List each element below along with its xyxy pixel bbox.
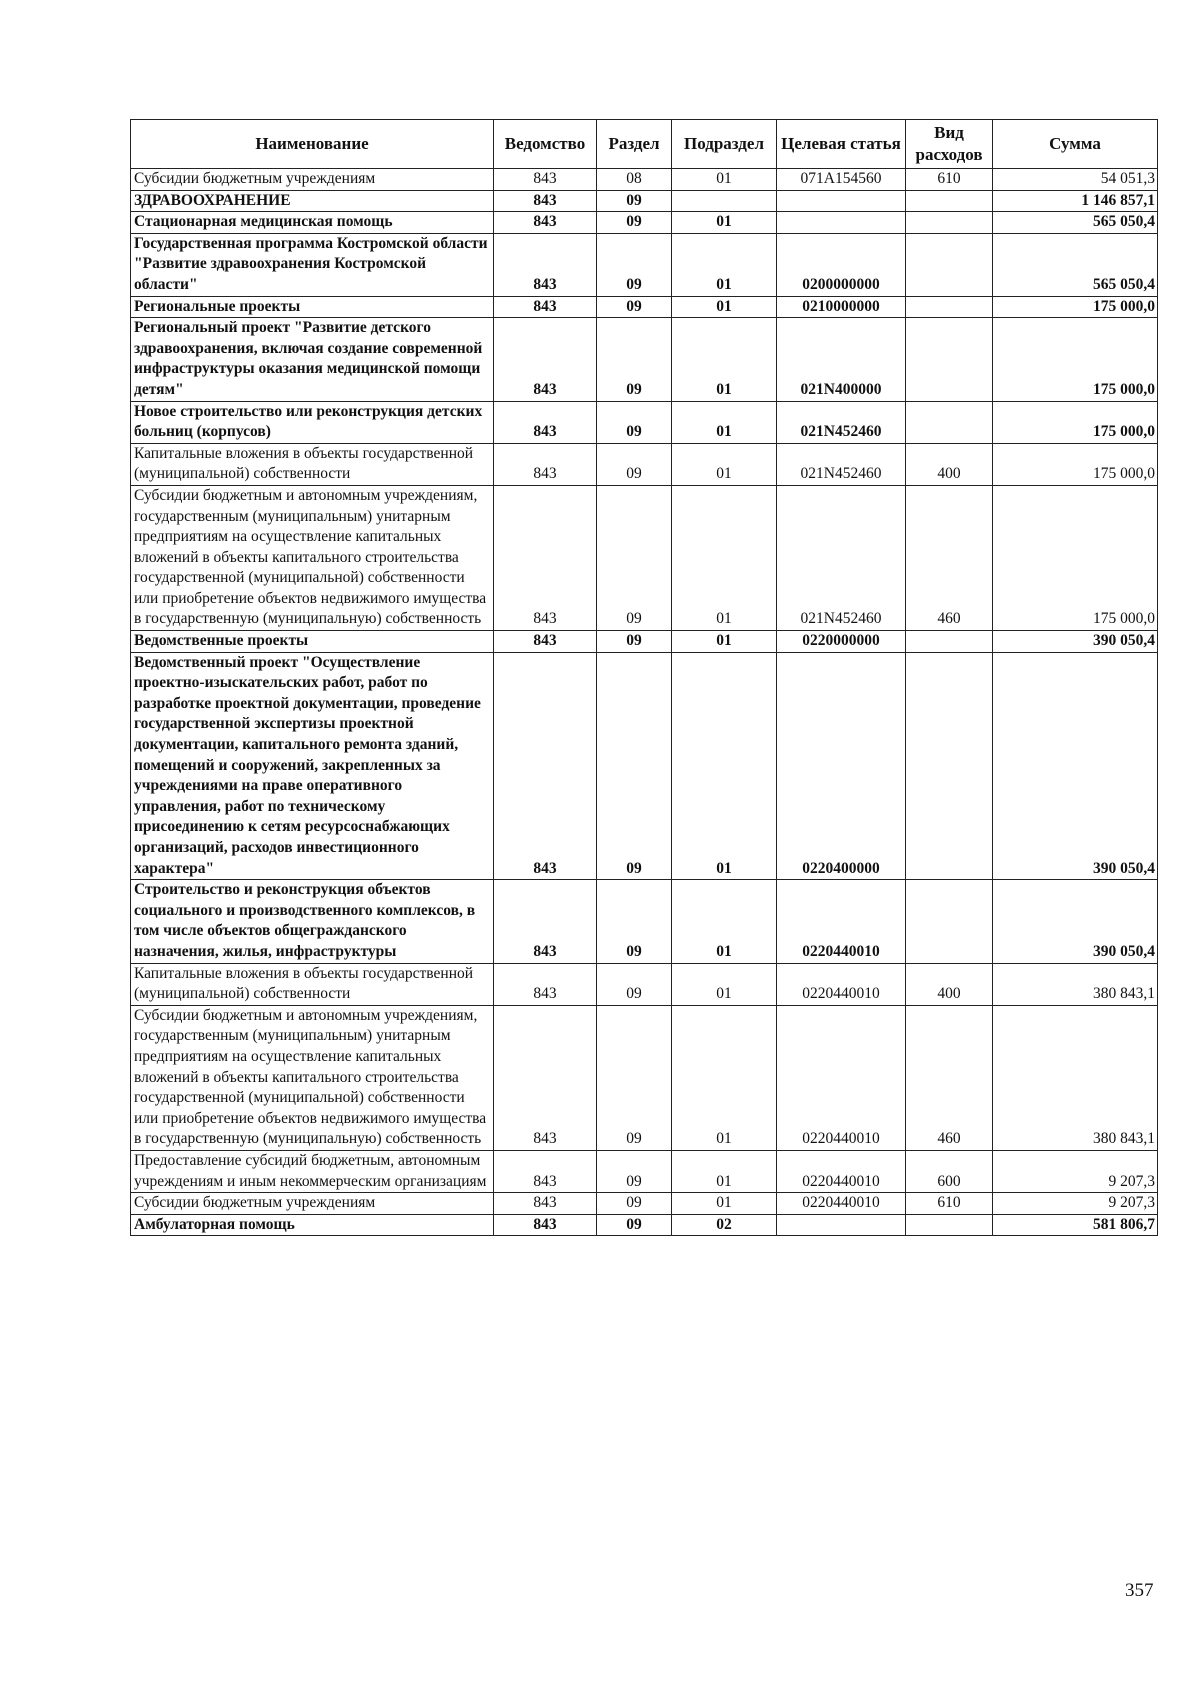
cell-vid-rashodov: 610	[906, 169, 993, 191]
cell-podrazdel: 01	[672, 296, 777, 318]
cell-vedomstvo: 843	[494, 296, 597, 318]
cell-vid-rashodov: 460	[906, 485, 993, 630]
table-row	[131, 169, 1158, 191]
cell-vedomstvo: 843	[494, 963, 597, 1005]
table-header-row	[131, 120, 1158, 169]
cell-razdel: 09	[597, 212, 672, 234]
cell-razdel: 09	[597, 1214, 672, 1236]
cell-vid-rashodov: 610	[906, 1193, 993, 1215]
cell-summa: 1 146 857,1	[993, 190, 1158, 212]
cell-name: Капитальные вложения в объекты государственной (муниципальной) собственности	[131, 443, 494, 485]
cell-razdel: 09	[597, 1005, 672, 1150]
cell-name: Субсидии бюджетным и автономным учреждениям, государственным (муниципальным) унитарным предприятиям на осуществление капитальных вложений в объекты капитального строительства государственной (муниципальной) собственности или приобретение объектов недвижимого имущества в государственную (муниципальную) собственность	[131, 1005, 494, 1150]
table-row	[131, 1193, 1158, 1215]
cell-vedomstvo: 843	[494, 485, 597, 630]
cell-razdel: 09	[597, 631, 672, 653]
cell-summa: 565 050,4	[993, 233, 1158, 296]
table-row	[131, 212, 1158, 234]
cell-celevaya-statya: 0220440010	[777, 1193, 906, 1215]
table-row	[131, 631, 1158, 653]
cell-podrazdel: 01	[672, 1193, 777, 1215]
cell-name: Субсидии бюджетным учреждениям	[131, 169, 494, 191]
cell-podrazdel: 01	[672, 169, 777, 191]
table-row	[131, 443, 1158, 485]
cell-celevaya-statya: 0220400000	[777, 652, 906, 880]
cell-celevaya-statya	[777, 1214, 906, 1236]
table-row	[131, 190, 1158, 212]
cell-vid-rashodov: 400	[906, 963, 993, 1005]
cell-celevaya-statya	[777, 190, 906, 212]
cell-name: ЗДРАВООХРАНЕНИЕ	[131, 190, 494, 212]
cell-vedomstvo: 843	[494, 318, 597, 401]
cell-vid-rashodov	[906, 880, 993, 963]
cell-name: Региональный проект "Развитие детского здравоохранения, включая создание современной инфраструктуры оказания медицинской помощи детям"	[131, 318, 494, 401]
header-name: Наименование	[131, 120, 494, 169]
cell-vedomstvo: 843	[494, 443, 597, 485]
table-row	[131, 485, 1158, 630]
cell-vid-rashodov	[906, 631, 993, 653]
cell-celevaya-statya	[777, 212, 906, 234]
cell-summa: 380 843,1	[993, 1005, 1158, 1150]
cell-podrazdel: 01	[672, 652, 777, 880]
cell-razdel: 09	[597, 652, 672, 880]
cell-vedomstvo: 843	[494, 169, 597, 191]
table-row	[131, 1214, 1158, 1236]
cell-summa: 175 000,0	[993, 296, 1158, 318]
cell-vid-rashodov	[906, 233, 993, 296]
cell-vedomstvo: 843	[494, 652, 597, 880]
table-body	[131, 169, 1158, 1236]
cell-vedomstvo: 843	[494, 190, 597, 212]
cell-name: Предоставление субсидий бюджетным, автономным учреждениям и иным некоммерческим организациям	[131, 1150, 494, 1192]
cell-vid-rashodov	[906, 401, 993, 443]
cell-celevaya-statya: 0220440010	[777, 963, 906, 1005]
cell-summa: 9 207,3	[993, 1150, 1158, 1192]
cell-podrazdel: 01	[672, 443, 777, 485]
cell-vid-rashodov	[906, 212, 993, 234]
cell-summa: 175 000,0	[993, 401, 1158, 443]
cell-vedomstvo: 843	[494, 401, 597, 443]
cell-vid-rashodov: 400	[906, 443, 993, 485]
cell-vedomstvo: 843	[494, 233, 597, 296]
cell-celevaya-statya: 021N400000	[777, 318, 906, 401]
cell-summa: 175 000,0	[993, 318, 1158, 401]
header-celevaya-statya: Целевая статья	[777, 120, 906, 169]
cell-celevaya-statya: 0220440010	[777, 880, 906, 963]
table-row	[131, 296, 1158, 318]
cell-vid-rashodov: 460	[906, 1005, 993, 1150]
cell-podrazdel: 01	[672, 233, 777, 296]
cell-vedomstvo: 843	[494, 631, 597, 653]
budget-table	[130, 119, 1158, 1236]
table-row	[131, 963, 1158, 1005]
cell-summa: 54 051,3	[993, 169, 1158, 191]
cell-razdel: 08	[597, 169, 672, 191]
cell-vid-rashodov: 600	[906, 1150, 993, 1192]
cell-summa: 581 806,7	[993, 1214, 1158, 1236]
cell-vid-rashodov	[906, 296, 993, 318]
cell-vedomstvo: 843	[494, 1193, 597, 1215]
cell-razdel: 09	[597, 1193, 672, 1215]
cell-celevaya-statya: 0220440010	[777, 1005, 906, 1150]
cell-podrazdel: 01	[672, 1005, 777, 1150]
cell-podrazdel	[672, 190, 777, 212]
header-vid-rashodov: Вид расходов	[906, 120, 993, 169]
cell-podrazdel: 01	[672, 318, 777, 401]
cell-razdel: 09	[597, 443, 672, 485]
cell-podrazdel: 01	[672, 401, 777, 443]
cell-summa: 175 000,0	[993, 443, 1158, 485]
header-podrazdel: Подраздел	[672, 120, 777, 169]
cell-celevaya-statya: 021N452460	[777, 443, 906, 485]
header-summa: Сумма	[993, 120, 1158, 169]
cell-celevaya-statya: 021N452460	[777, 485, 906, 630]
cell-celevaya-statya: 071A154560	[777, 169, 906, 191]
cell-celevaya-statya: 021N452460	[777, 401, 906, 443]
table-row	[131, 1005, 1158, 1150]
header-vedomstvo: Ведомство	[494, 120, 597, 169]
cell-podrazdel: 01	[672, 880, 777, 963]
table-row	[131, 880, 1158, 963]
table-row	[131, 318, 1158, 401]
cell-vid-rashodov	[906, 190, 993, 212]
cell-celevaya-statya: 0220440010	[777, 1150, 906, 1192]
cell-celevaya-statya: 0200000000	[777, 233, 906, 296]
cell-razdel: 09	[597, 1150, 672, 1192]
cell-summa: 390 050,4	[993, 880, 1158, 963]
cell-podrazdel: 01	[672, 212, 777, 234]
cell-name: Новое строительство или реконструкция детских больниц (корпусов)	[131, 401, 494, 443]
cell-vedomstvo: 843	[494, 212, 597, 234]
cell-razdel: 09	[597, 296, 672, 318]
cell-vid-rashodov	[906, 1214, 993, 1236]
cell-razdel: 09	[597, 318, 672, 401]
cell-name: Амбулаторная помощь	[131, 1214, 494, 1236]
cell-name: Субсидии бюджетным учреждениям	[131, 1193, 494, 1215]
cell-summa: 175 000,0	[993, 485, 1158, 630]
cell-name: Ведомственные проекты	[131, 631, 494, 653]
cell-podrazdel: 01	[672, 485, 777, 630]
cell-podrazdel: 01	[672, 963, 777, 1005]
table-row	[131, 233, 1158, 296]
cell-name: Субсидии бюджетным и автономным учреждениям, государственным (муниципальным) унитарным предприятиям на осуществление капитальных вложений в объекты капитального строительства государственной (муниципальной) собственности или приобретение объектов недвижимого имущества в государственную (муниципальную) собственность	[131, 485, 494, 630]
table-row	[131, 652, 1158, 880]
cell-razdel: 09	[597, 401, 672, 443]
cell-summa: 565 050,4	[993, 212, 1158, 234]
cell-podrazdel: 01	[672, 1150, 777, 1192]
cell-name: Государственная программа Костромской области "Развитие здравоохранения Костромской области"	[131, 233, 494, 296]
cell-name: Региональные проекты	[131, 296, 494, 318]
cell-name: Стационарная медицинская помощь	[131, 212, 494, 234]
cell-razdel: 09	[597, 485, 672, 630]
cell-summa: 390 050,4	[993, 652, 1158, 880]
header-razdel: Раздел	[597, 120, 672, 169]
cell-name: Ведомственный проект "Осуществление проектно-изыскательских работ, работ по разработке проектной документации, проведение государственной экспертизы проектной документации, капитального ремонта зданий, помещений и сооружений, закрепленных за учреждениями на праве оперативного управления, работ по техническому присоединению к сетям ресурсоснабжающих организаций, расходов инвестиционного характера"	[131, 652, 494, 880]
cell-podrazdel: 01	[672, 631, 777, 653]
cell-vedomstvo: 843	[494, 1214, 597, 1236]
cell-razdel: 09	[597, 190, 672, 212]
cell-summa: 380 843,1	[993, 963, 1158, 1005]
cell-vid-rashodov	[906, 652, 993, 880]
cell-podrazdel: 02	[672, 1214, 777, 1236]
cell-summa: 390 050,4	[993, 631, 1158, 653]
cell-vedomstvo: 843	[494, 1005, 597, 1150]
cell-name: Строительство и реконструкция объектов социального и производственного комплексов, в том числе объектов общегражданского назначения, жилья, инфраструктуры	[131, 880, 494, 963]
page-number: 357	[1125, 1580, 1154, 1601]
cell-vedomstvo: 843	[494, 1150, 597, 1192]
table-row	[131, 1150, 1158, 1192]
cell-razdel: 09	[597, 880, 672, 963]
cell-razdel: 09	[597, 963, 672, 1005]
cell-celevaya-statya: 0210000000	[777, 296, 906, 318]
cell-vedomstvo: 843	[494, 880, 597, 963]
cell-vid-rashodov	[906, 318, 993, 401]
cell-name: Капитальные вложения в объекты государственной (муниципальной) собственности	[131, 963, 494, 1005]
cell-razdel: 09	[597, 233, 672, 296]
cell-summa: 9 207,3	[993, 1193, 1158, 1215]
table-row	[131, 401, 1158, 443]
cell-celevaya-statya: 0220000000	[777, 631, 906, 653]
